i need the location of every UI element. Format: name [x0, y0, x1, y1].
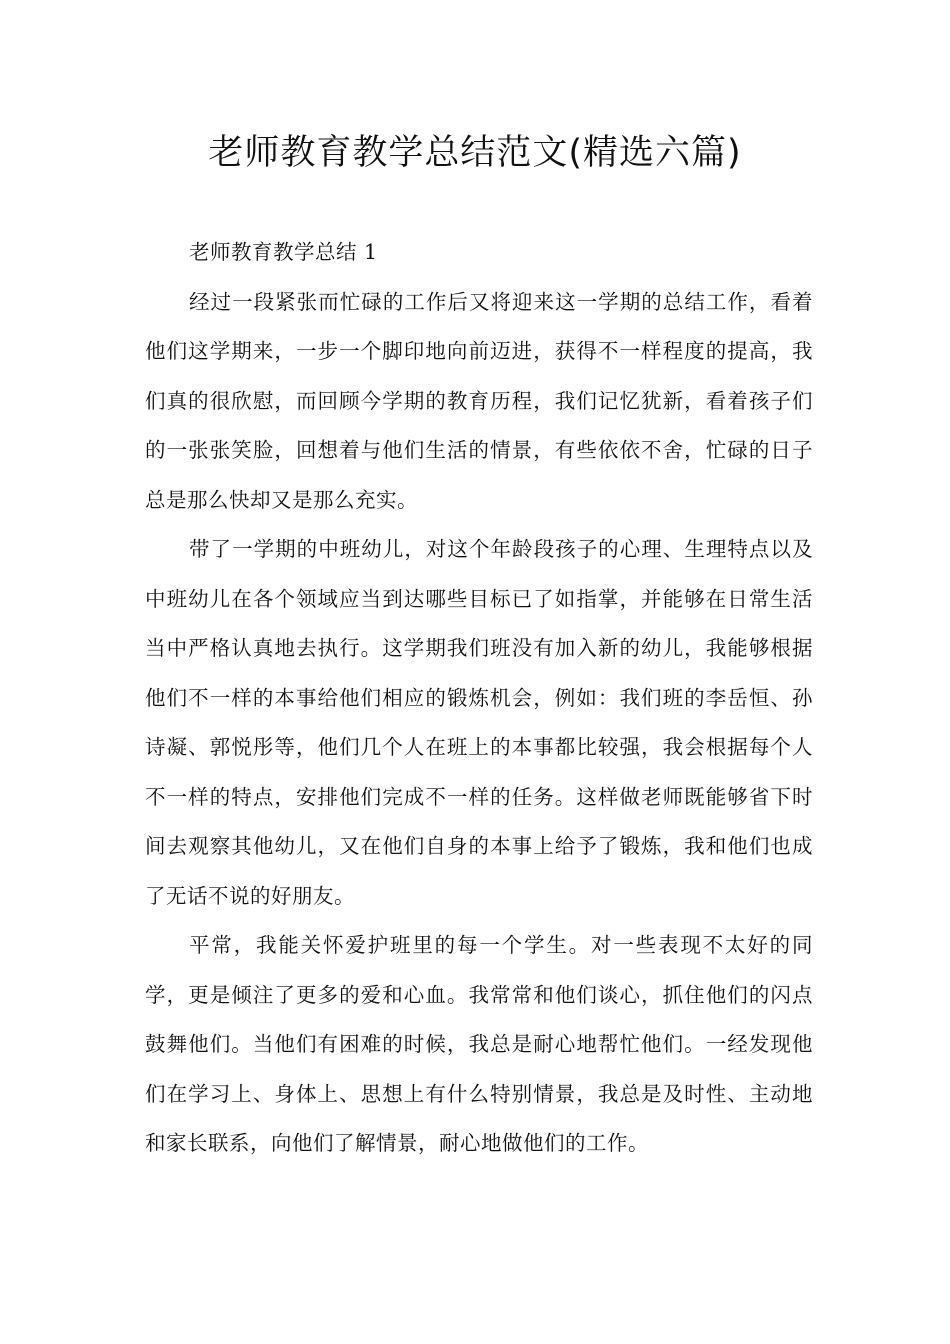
document-title: 老师教育教学总结范文(精选六篇): [208, 133, 742, 173]
paragraph-2: 带了一学期的中班幼儿，对这个年龄段孩子的心理、生理特点以及中班幼儿在各个领域应当到达哪些目标已了如指掌，并能够在日常生活当中严格认真地去执行。这学期我们班没有加入新的幼儿，我能够根据他们不一样的本事给他们相应的锻炼机会，例如：我们班的李岳恒、孙诗凝、郭悦彤等，他们几个人在班上的本事都比较强，我会根据每个人不一样的特点，安排他们完成不一样的任务。这样做老师既能够省下时间去观察其他幼儿，又在他们自身的本事上给予了锻炼，我和他们也成了无话不说的好朋友。: [145, 537, 813, 908]
section-heading: 老师教育教学总结 1: [189, 240, 378, 264]
document-body: [145, 228, 813, 1169]
paragraph-3: 平常，我能关怀爱护班里的每一个学生。对一些表现不太好的同学，更是倾注了更多的爱和心血。我常常和他们谈心，抓住他们的闪点鼓舞他们。当他们有困难的时候，我总是耐心地帮忙他们。一经发现他们在学习上、身体上、思想上有什么特别情景，我总是及时性、主动地和家长联系，向他们了解情景，耐心地做他们的工作。: [145, 933, 813, 1155]
paragraph-1: 经过一段紧张而忙碌的工作后又将迎来这一学期的总结工作，看着他们这学期来，一步一个脚印地向前迈进，获得不一样程度的提高，我们真的很欣慰，而回顾今学期的教育历程，我们记忆犹新，看着孩子们的一张张笑脸，回想着与他们生活的情景，有些依依不舍，忙碌的日子总是那么快却又是那么充实。: [145, 289, 813, 512]
